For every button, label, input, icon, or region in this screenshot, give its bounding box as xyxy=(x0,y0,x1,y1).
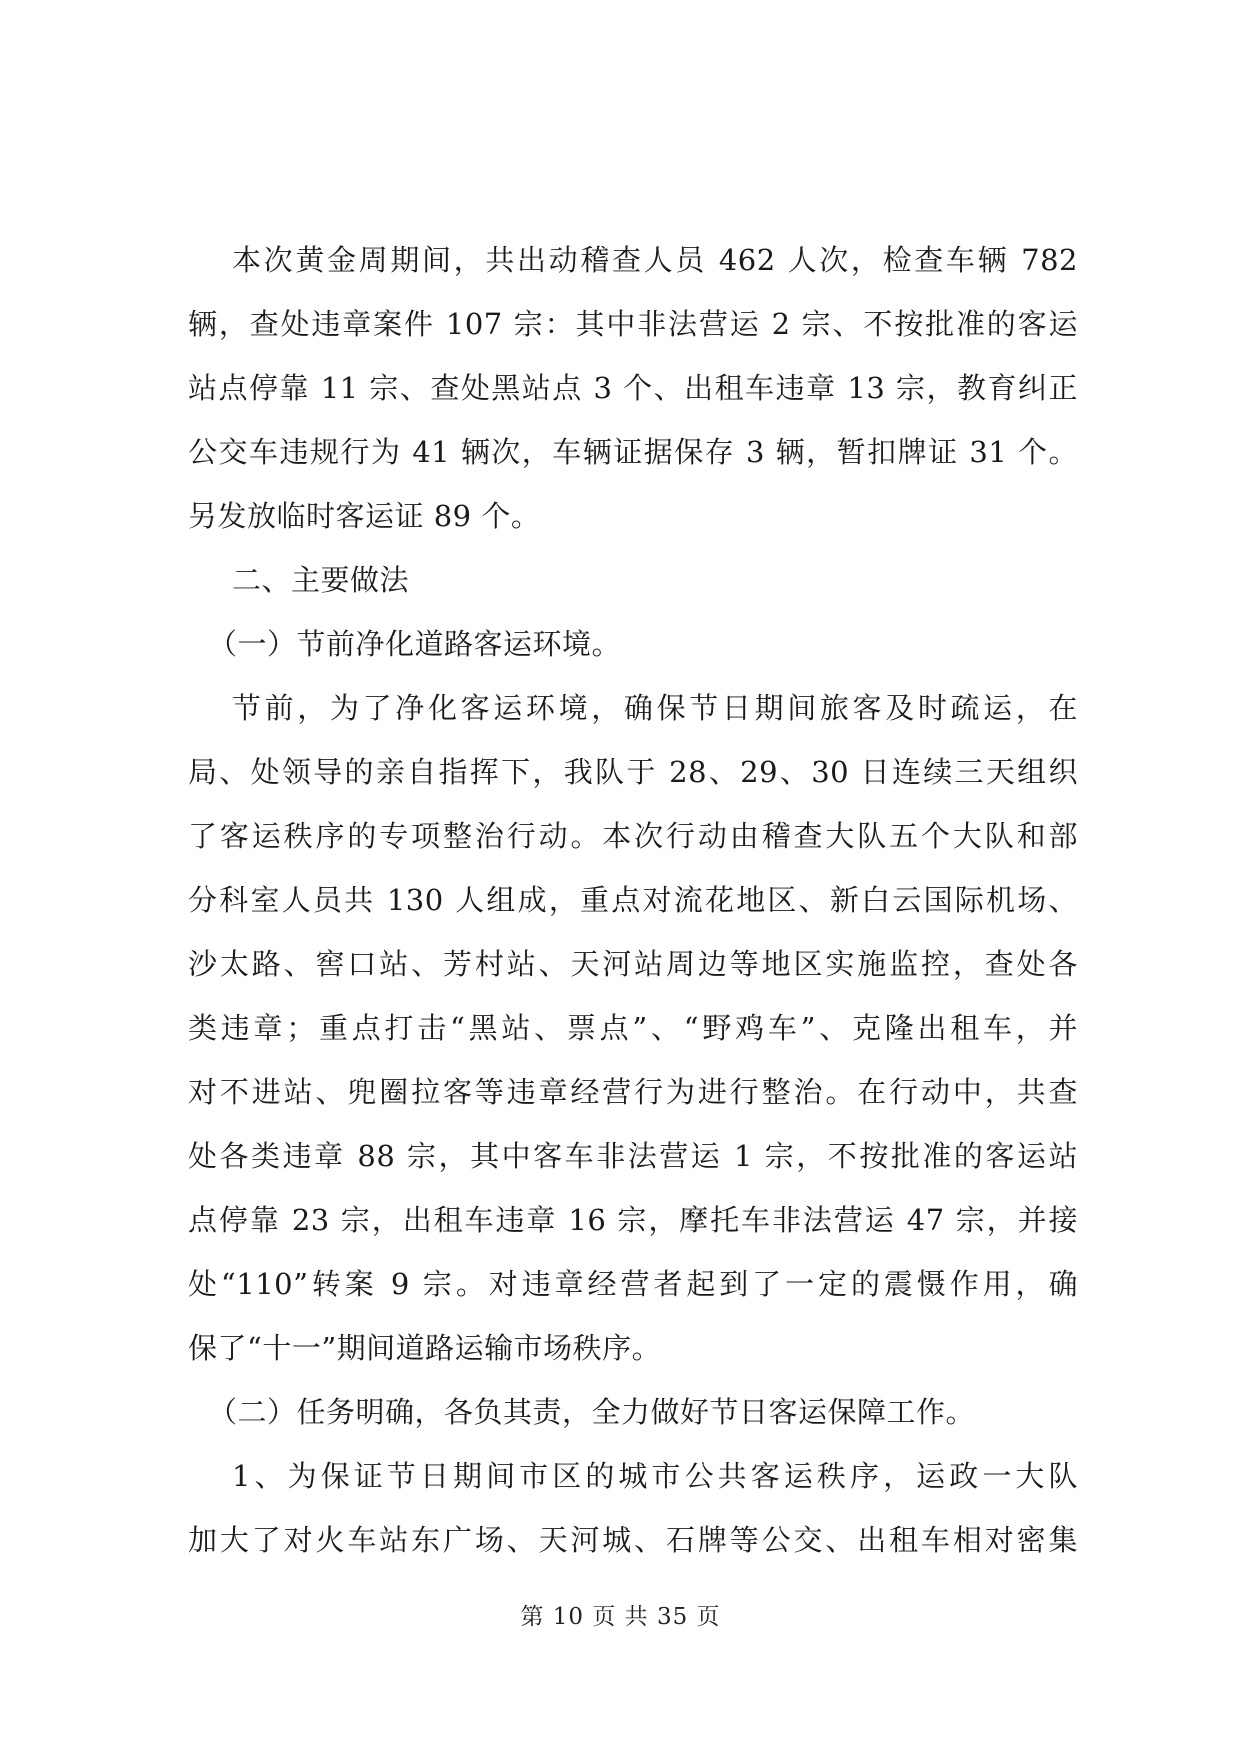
section-heading: 二、主要做法 xyxy=(232,563,410,597)
paragraph-line: 局、处领导的亲自指挥下，我队于 28、29、30 日连续三天组织 xyxy=(188,755,1078,789)
paragraph-line: 1、为保证节日期间市区的城市公共客运秩序，运政一大队 xyxy=(232,1459,1078,1493)
paragraph-line: 类违章；重点打击“黑站、票点”、“野鸡车”、克隆出租车，并 xyxy=(188,1011,1078,1045)
paragraph-line: 另发放临时客运证 89 个。 xyxy=(188,499,541,533)
paragraph-line: 分科室人员共 130 人组成，重点对流花地区、新白云国际机场、 xyxy=(188,883,1078,917)
page-number-footer: 第 10 页 共 35 页 xyxy=(520,1604,721,1630)
paragraph-line: 了客运秩序的专项整治行动。本次行动由稽查大队五个大队和部 xyxy=(188,819,1078,853)
paragraph-line: 点停靠 23 宗，出租车违章 16 宗，摩托车非法营运 47 宗，并接 xyxy=(188,1203,1078,1237)
paragraph-line: 沙太路、窖口站、芳村站、天河站周边等地区实施监控，查处各 xyxy=(188,947,1078,981)
paragraph-line: 节前，为了净化客运环境，确保节日期间旅客及时疏运，在 xyxy=(232,691,1078,725)
paragraph-line: 保了“十一”期间道路运输市场秩序。 xyxy=(188,1331,662,1365)
paragraph-line: 处各类违章 88 宗，其中客车非法营运 1 宗，不按批准的客运站 xyxy=(188,1139,1078,1173)
paragraph-line: 站点停靠 11 宗、查处黑站点 3 个、出租车违章 13 宗，教育纠正 xyxy=(188,371,1078,405)
paragraph-line: 对不进站、兜圈拉客等违章经营行为进行整治。在行动中，共查 xyxy=(188,1075,1078,1109)
subsection-heading: （一）节前净化道路客运环境。 xyxy=(208,627,622,661)
subsection-heading: （二）任务明确，各负其责，全力做好节日客运保障工作。 xyxy=(208,1395,976,1429)
paragraph-line: 加大了对火车站东广场、天河城、石牌等公交、出租车相对密集 xyxy=(188,1523,1078,1557)
document-body xyxy=(188,228,1078,1572)
paragraph-line: 公交车违规行为 41 辆次，车辆证据保存 3 辆，暂扣牌证 31 个。 xyxy=(188,435,1078,469)
paragraph-line: 辆，查处违章案件 107 宗：其中非法营运 2 宗、不按批准的客运 xyxy=(188,307,1078,341)
paragraph-line: 本次黄金周期间，共出动稽查人员 462 人次，检查车辆 782 xyxy=(232,243,1078,277)
paragraph-line: 处“110”转案 9 宗。对违章经营者起到了一定的震慑作用，确 xyxy=(188,1267,1078,1301)
